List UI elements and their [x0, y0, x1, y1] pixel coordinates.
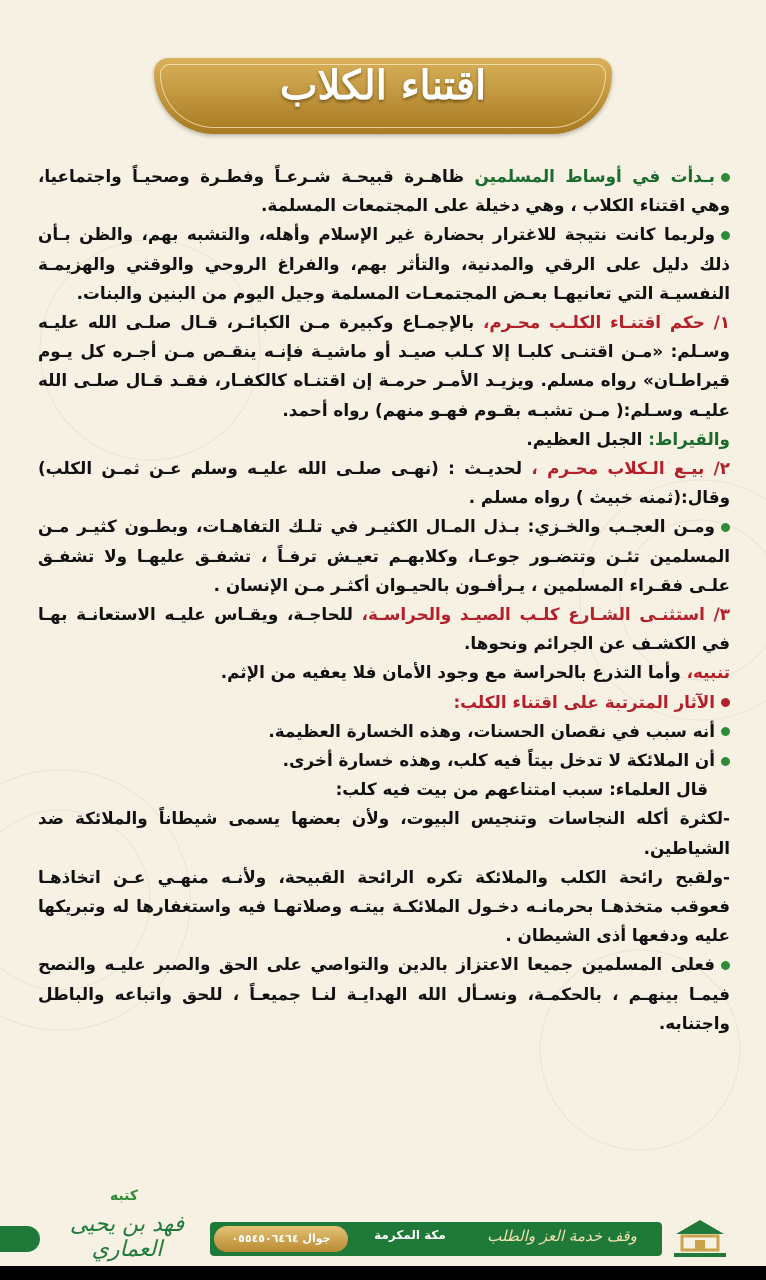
bullet-icon [721, 523, 730, 532]
organization-logo-icon [668, 1216, 732, 1260]
scholars-reason: قال العلماء: سبب امتناعهم من بيت فيه كلب: [335, 779, 708, 800]
bullet-icon [721, 757, 730, 766]
note-paragraph: تنبيه، وأما التذرع بالحراسة مع وجود الأمان فلا يعفيه من الإثم. [220, 662, 730, 683]
city-label: مكة المكرمة [374, 1228, 446, 1242]
written-by-label: كتبه [109, 1188, 139, 1204]
paragraph-2: ولربما كانت نتيجة للاغترار بحضارة غير الإسلام وأهله، والتشبه بهم، والظن بـأن ذلك دليل على الرقي والمدنية، والتأثر بهم، والفراغ الروحي والوقتي والهزيمـة النفسيـة التي تعانيهـا بعـض المجتمعـات المسلمة وجيل اليوم من البنين والبنات. [38, 224, 730, 303]
phone-number: جوال ٠٥٥٤٥٠٦٤٦٤ [214, 1226, 348, 1252]
article-body [38, 162, 730, 1038]
bullet-icon [721, 231, 730, 240]
consequence-1: أنه سبب في نقصان الحسنات، وهذه الخسارة العظيمة. [38, 717, 730, 746]
consequences-heading: الآثار المترتبة على اقتناء الكلب: [38, 688, 730, 717]
consequence-2: أن الملائكة لا تدخل بيتاً فيه كلب، وهذه خسارة أخرى. [38, 746, 730, 775]
waqf-logo-text: وقف خدمة العز والطلب [487, 1227, 637, 1245]
ruling-exception: ٣/ استثنـى الشـارع كلـب الصيـد والحراسـة، للحاجـة، ويقـاس عليـه الاستعانـة بهـا في الكشـف عن الجرائم ونحوها. [38, 604, 730, 654]
paragraph-wonder: ومـن العجـب والخـزي: بـذل المـال الكثيـر في تلـك التفاهـات، وبطـون كثيـر مـن المسلمين تئـن وتتضـور جوعـا، وكلابهـم تعيـش ترفـاً ، تشفـق عليهـا ولا تشفـق علـى فقـراء المسلمين ، يـرأفـون بالحيـوان أكثـر مـن الإنسان . [38, 516, 730, 595]
conclusion: فعلى المسلمين جميعا الاعتزاز بالدين والتواصي على الحق والصبر عليـه والنصح فيمـا بينهـم ، بالحكمـة، ونسـأل الله الهدايـة لنـا جميعـاً ، للحق واتباعه والباطل واجتنابه. [38, 954, 730, 1033]
qirat-definition: والقيراط: الجبل العظيم. [526, 428, 730, 449]
bullet-icon [721, 727, 730, 736]
author-signature: فهد بن يحيى العماري [69, 1212, 185, 1262]
page-title: اقتناء الكلاب [279, 62, 487, 109]
bullet-icon [721, 173, 730, 182]
bottom-edge [0, 1266, 766, 1280]
reason-2: -ولقبح رائحة الكلب والملائكة تكره الرائحة القبيحة، ولأنـه منهـي عـن اتخاذهـا فعوقب متخذهـا بحرمانـه دخـول الملائكـة بيتـه وصلاتهـا فيه واستغفارها له وتبريكها عليه ودفعها أذى الشيطان . [38, 866, 730, 946]
bullet-icon [721, 961, 730, 970]
bullet-icon [721, 698, 730, 707]
ruling-keeping: ١/ حكم اقتنـاء الكلـب محـرم، بالإجمـاع وكبيرة مـن الكبائـر، قـال صلـى الله عليـه وسـلم: «مـن اقتنـى كلبـا إلا كـلب صيـد أو ماشيـة فإنـه ينقـص مـن أجـره كل يـوم قيراطـان» رواه مسلم. ويزيـد الأمـر حرمـة إن اقتنـاه كالكفـار، فقـد قـال صلـى الله عليـه وسـلم:( مـن تشبـه بقـوم فهـو منهم) رواه أحمد. [38, 312, 730, 420]
reason-1: -لكثرة أكله النجاسات وتنجيس البيوت، ولأن بعضها يسمى شيطاناً والملائكة ضد الشياطين. [38, 808, 730, 858]
paragraph-1: بـدأت في أوساط المسلمين ظاهـرة قبيحـة شـرعـاً وفطـرة وصحيـاً واجتماعيا، وهي اقتناء الكلاب ، وهي دخيلة على المجتمعات المسلمة. [38, 166, 730, 216]
ruling-selling: ٢/ بيـع الـكلاب محـرم ، لحديـث : (نهـى صلـى الله عليـه وسلم عـن ثمـن الكلب) وقال:(ثمنه خبيث ) رواه مسلم . [38, 458, 730, 508]
footer-left-accent [0, 1226, 40, 1252]
